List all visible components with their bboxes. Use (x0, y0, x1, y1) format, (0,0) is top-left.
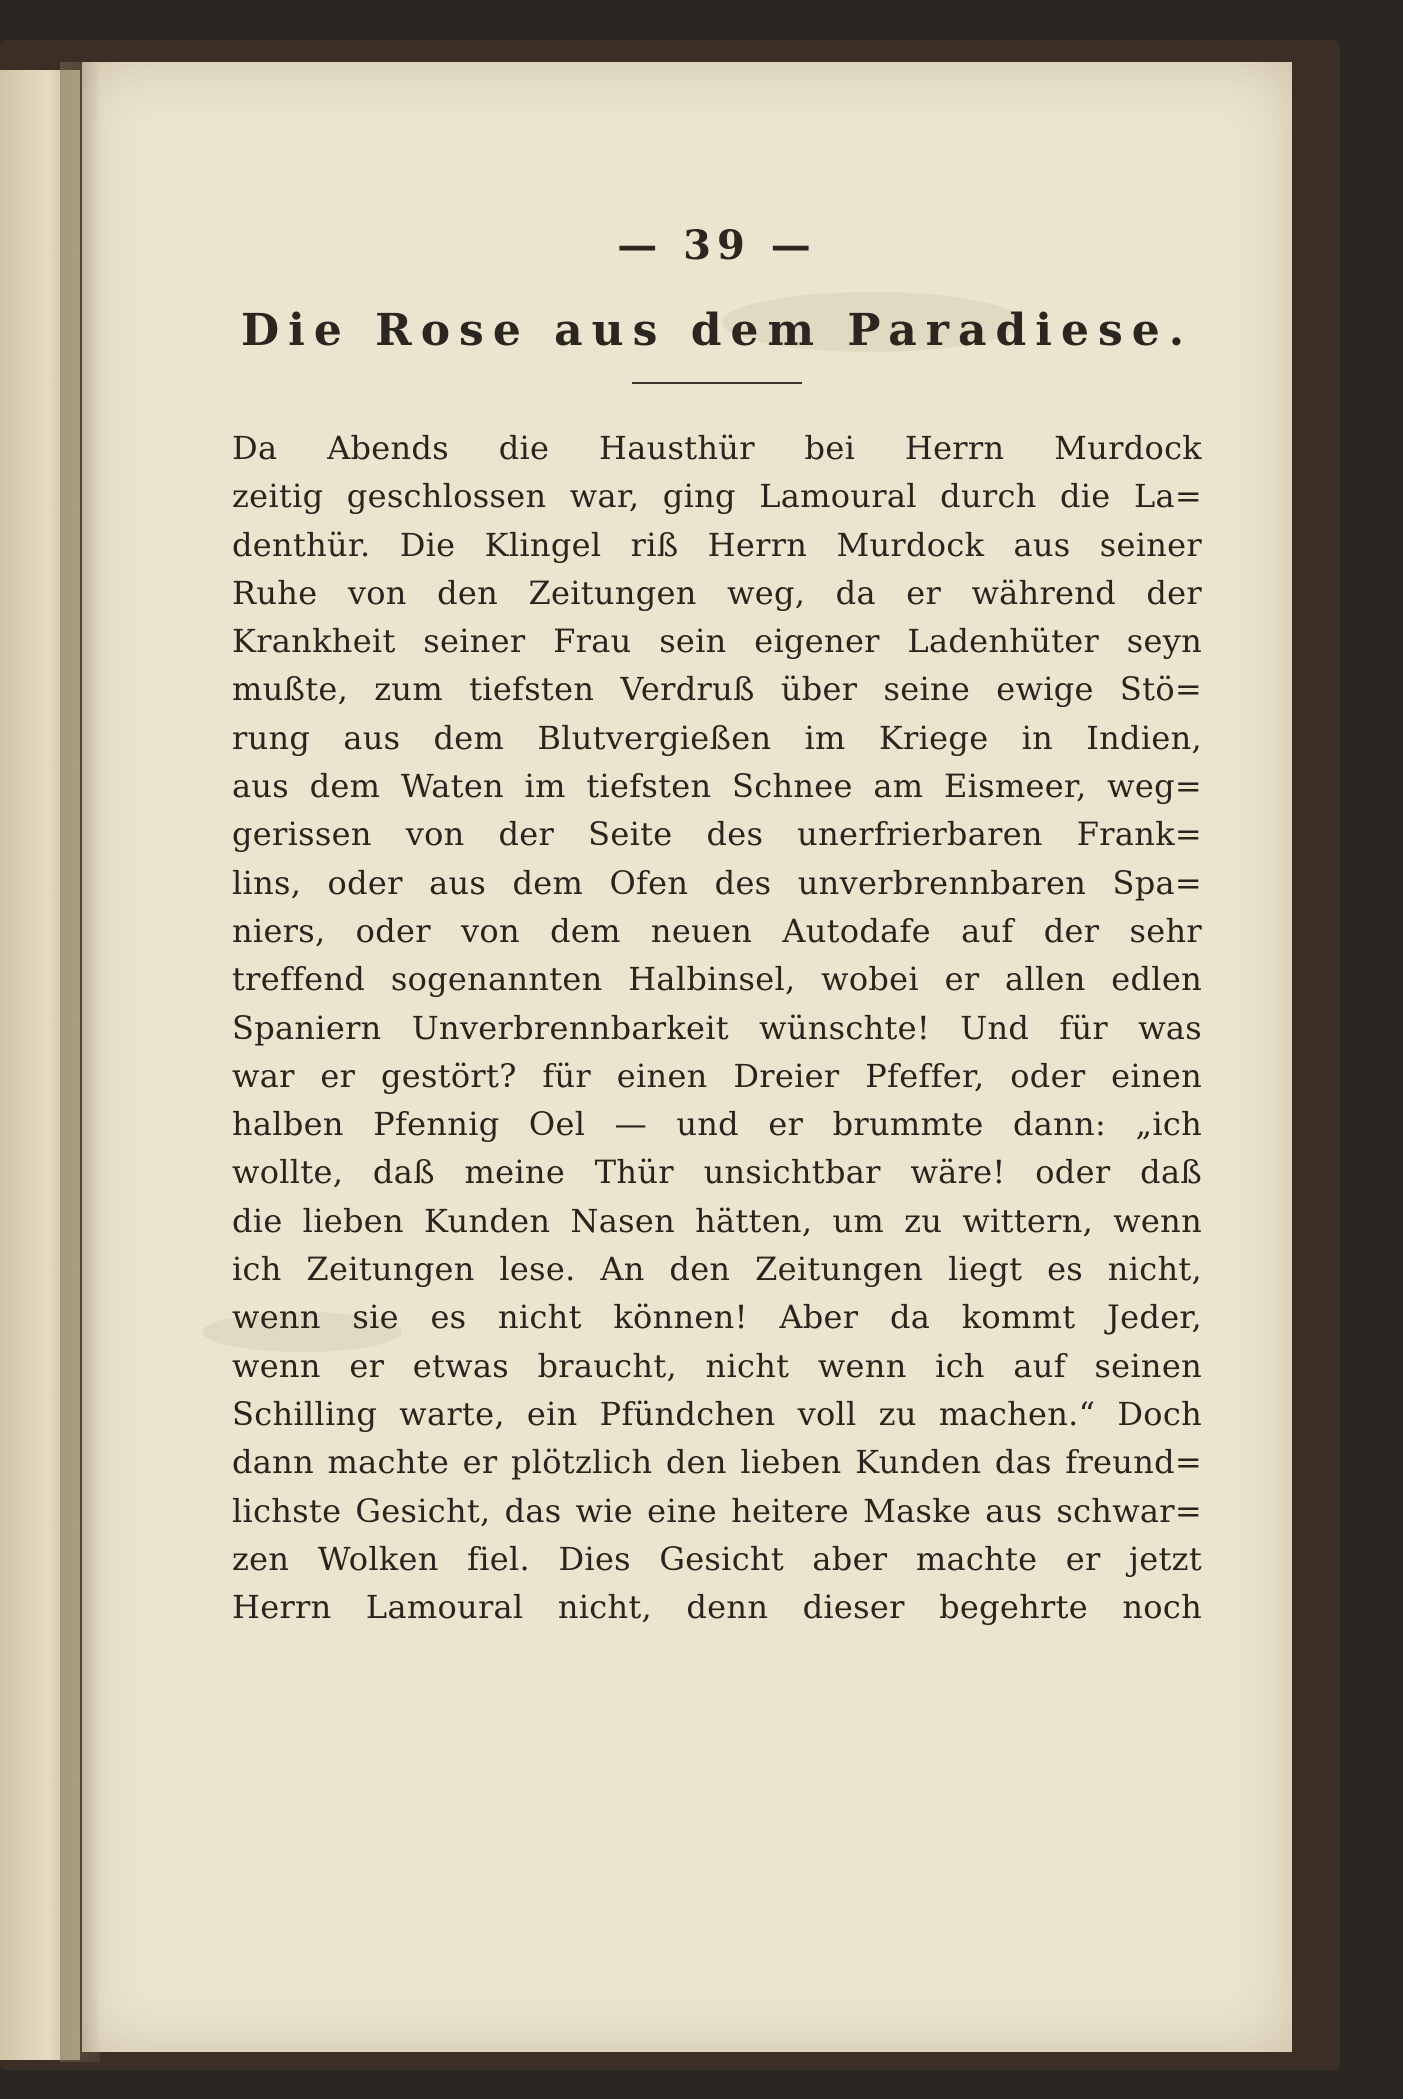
text-line: dann machte er plötzlich den lieben Kunden das freund= (232, 1443, 1202, 1482)
text-line: war er gestört? für einen Dreier Pfeffer, oder einen (232, 1056, 1202, 1095)
text-line: halben Pfennig Oel — und er brummte dann: „ich (232, 1105, 1202, 1144)
text-line: wollte, daß meine Thür unsichtbar wäre! oder daß (232, 1153, 1202, 1192)
text-line: ich Zeitungen lese. An den Zeitungen liegt es nicht, (232, 1250, 1202, 1289)
chapter-title: Die Rose aus dem Paradiese. (240, 305, 1194, 356)
text-line: Ruhe von den Zeitungen weg, da er während der (232, 573, 1202, 612)
text-line: mußte, zum tiefsten Verdruß über seine ewige Stö= (232, 670, 1202, 709)
text-line: wenn sie es nicht können! Aber da kommt Jeder, (232, 1298, 1202, 1337)
text-line: Herrn Lamoural nicht, denn dieser begehrte noch (232, 1588, 1202, 1627)
text-line: treffend sogenannten Halbinsel, wobei er allen edlen (232, 960, 1202, 999)
text-line: die lieben Kunden Nasen hätten, um zu wittern, wenn (232, 1201, 1202, 1240)
text-line: Schilling warte, ein Pfündchen voll zu machen.“ Doch (232, 1394, 1202, 1433)
text-line: niers, oder von dem neuen Autodafe auf der sehr (232, 911, 1202, 950)
body-text (232, 424, 1202, 1631)
text-line: denthür. Die Klingel riß Herrn Murdock aus seiner (232, 525, 1202, 564)
text-line: aus dem Waten im tiefsten Schnee am Eismeer, weg= (232, 767, 1202, 806)
title-rule (632, 382, 802, 384)
page-gutter (60, 62, 100, 2062)
text-line: lins, oder aus dem Ofen des unverbrennbaren Spa= (232, 863, 1202, 902)
page-content (232, 222, 1202, 1631)
text-line: Krankheit seiner Frau sein eigener Ladenhüter seyn (232, 622, 1202, 661)
text-line: lichste Gesicht, das wie eine heitere Maske aus schwar= (232, 1491, 1202, 1530)
text-line: wenn er etwas braucht, nicht wenn ich auf seinen (232, 1346, 1202, 1385)
text-line: Da Abends die Hausthür bei Herrn Murdock (232, 429, 1202, 467)
text-line: Spaniern Unverbrennbarkeit wünschte! Und für was (232, 1008, 1202, 1047)
page-number: — 39 — (617, 222, 817, 269)
text-line: zeitig geschlossen war, ging Lamoural durch die La= (232, 477, 1202, 516)
text-line: rung aus dem Blutvergießen im Kriege in Indien, (232, 718, 1202, 757)
book-page (82, 62, 1292, 2052)
text-line: zen Wolken fiel. Dies Gesicht aber machte er jetzt (232, 1539, 1202, 1578)
text-line: gerissen von der Seite des unerfrierbaren Frank= (232, 815, 1202, 854)
